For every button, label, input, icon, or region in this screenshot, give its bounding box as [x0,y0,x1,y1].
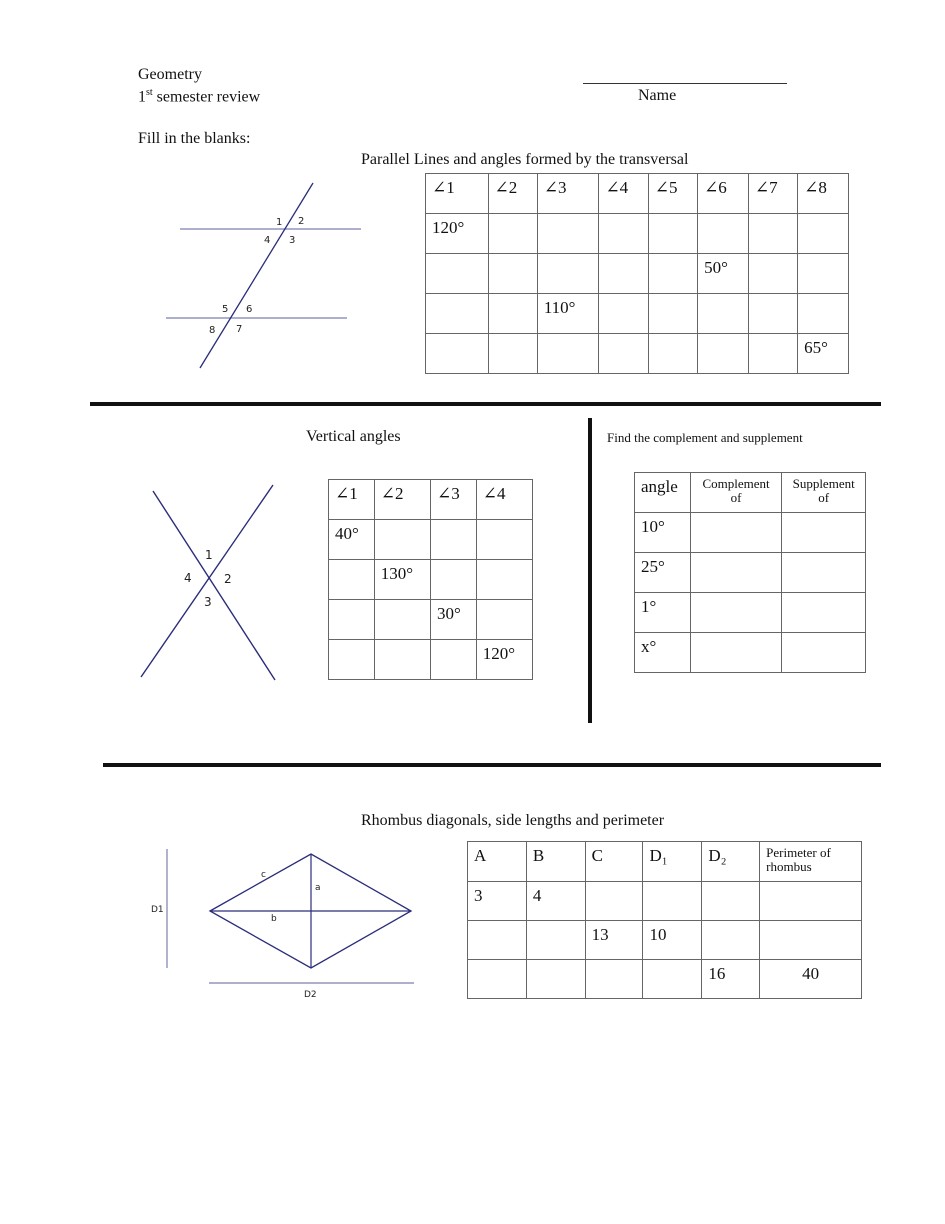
intersecting-line [153,491,275,680]
header-cell: A [468,842,527,882]
angle-label: 7 [236,324,243,335]
header-cell: D₂ [702,842,760,882]
diagonal-label: D2 [304,990,317,1000]
angle-label: 5 [222,304,229,315]
angle-label: 2 [224,572,232,586]
header-cell: C [585,842,643,882]
given-value-cell: 130° [374,560,430,600]
transversal-line [200,183,313,368]
given-value-cell: 13 [585,921,643,960]
header-cell: ∠2 [488,174,537,214]
semester-text: semester review [152,88,261,106]
angle-label: 1 [205,548,213,562]
angle-label: 4 [184,571,192,585]
given-value-cell: 25° [635,553,691,593]
rhombus-title: Rhombus diagonals, side lengths and perimeter [361,812,665,829]
side-label: a [315,883,321,893]
given-value-cell: 40° [329,520,375,560]
angle-label: 2 [298,216,305,227]
vertical-title: Vertical angles [306,428,401,445]
angle-label: 4 [264,235,271,246]
header-cell: B [526,842,585,882]
semester-num: 1 [138,88,146,106]
complement-title: Find the complement and supplement [607,430,803,445]
angle-label: 1 [276,217,283,228]
given-value-cell: 110° [537,294,599,334]
course-title: Geometry [138,66,202,83]
header-cell: ∠4 [599,174,648,214]
given-value-cell: 16 [702,960,760,999]
header-cell: ∠2 [374,480,430,520]
header-cell: Complement of [690,473,782,513]
header-cell: ∠1 [329,480,375,520]
side-label: b [271,914,277,924]
vertical-angles-diagram [141,485,275,680]
header-cell: ∠4 [476,480,532,520]
given-value-cell: 40 [760,960,862,999]
given-value-cell: x° [635,633,691,673]
intersecting-line [141,485,273,677]
rhombus-diagram [151,849,414,1000]
header-cell: ∠5 [648,174,697,214]
given-value-cell: 4 [526,882,585,921]
diagonal-label: D1 [151,905,164,915]
header-cell: ∠8 [798,174,849,214]
parallel-lines-diagram [166,183,361,368]
given-value-cell: 65° [798,334,849,374]
given-value-cell: 120° [426,214,489,254]
header-cell: ∠6 [698,174,749,214]
header-cell: Perimeter of rhombus [760,842,862,882]
angle-label: 8 [209,325,216,336]
instructions: Fill in the blanks: [138,130,251,147]
given-value-cell: 30° [430,600,476,640]
header-cell: ∠1 [426,174,489,214]
header-cell: ∠7 [748,174,797,214]
given-value-cell: 3 [468,882,527,921]
given-value-cell: 120° [476,640,532,680]
angle-label: 3 [204,595,212,609]
header-cell: D₁ [643,842,702,882]
semester-sup: st [146,87,153,98]
angle-label: 3 [289,235,296,246]
header-cell: Supplement of [782,473,866,513]
parallel-title: Parallel Lines and angles formed by the transversal [361,151,689,168]
given-value-cell: 1° [635,593,691,633]
given-value-cell: 50° [698,254,749,294]
given-value-cell: 10 [643,921,702,960]
header-cell: angle [635,473,691,513]
header-cell: ∠3 [537,174,599,214]
name-label: Name [638,87,677,104]
header-cell: ∠3 [430,480,476,520]
side-label: c [261,870,266,880]
angle-label: 6 [246,304,253,315]
given-value-cell: 10° [635,513,691,553]
